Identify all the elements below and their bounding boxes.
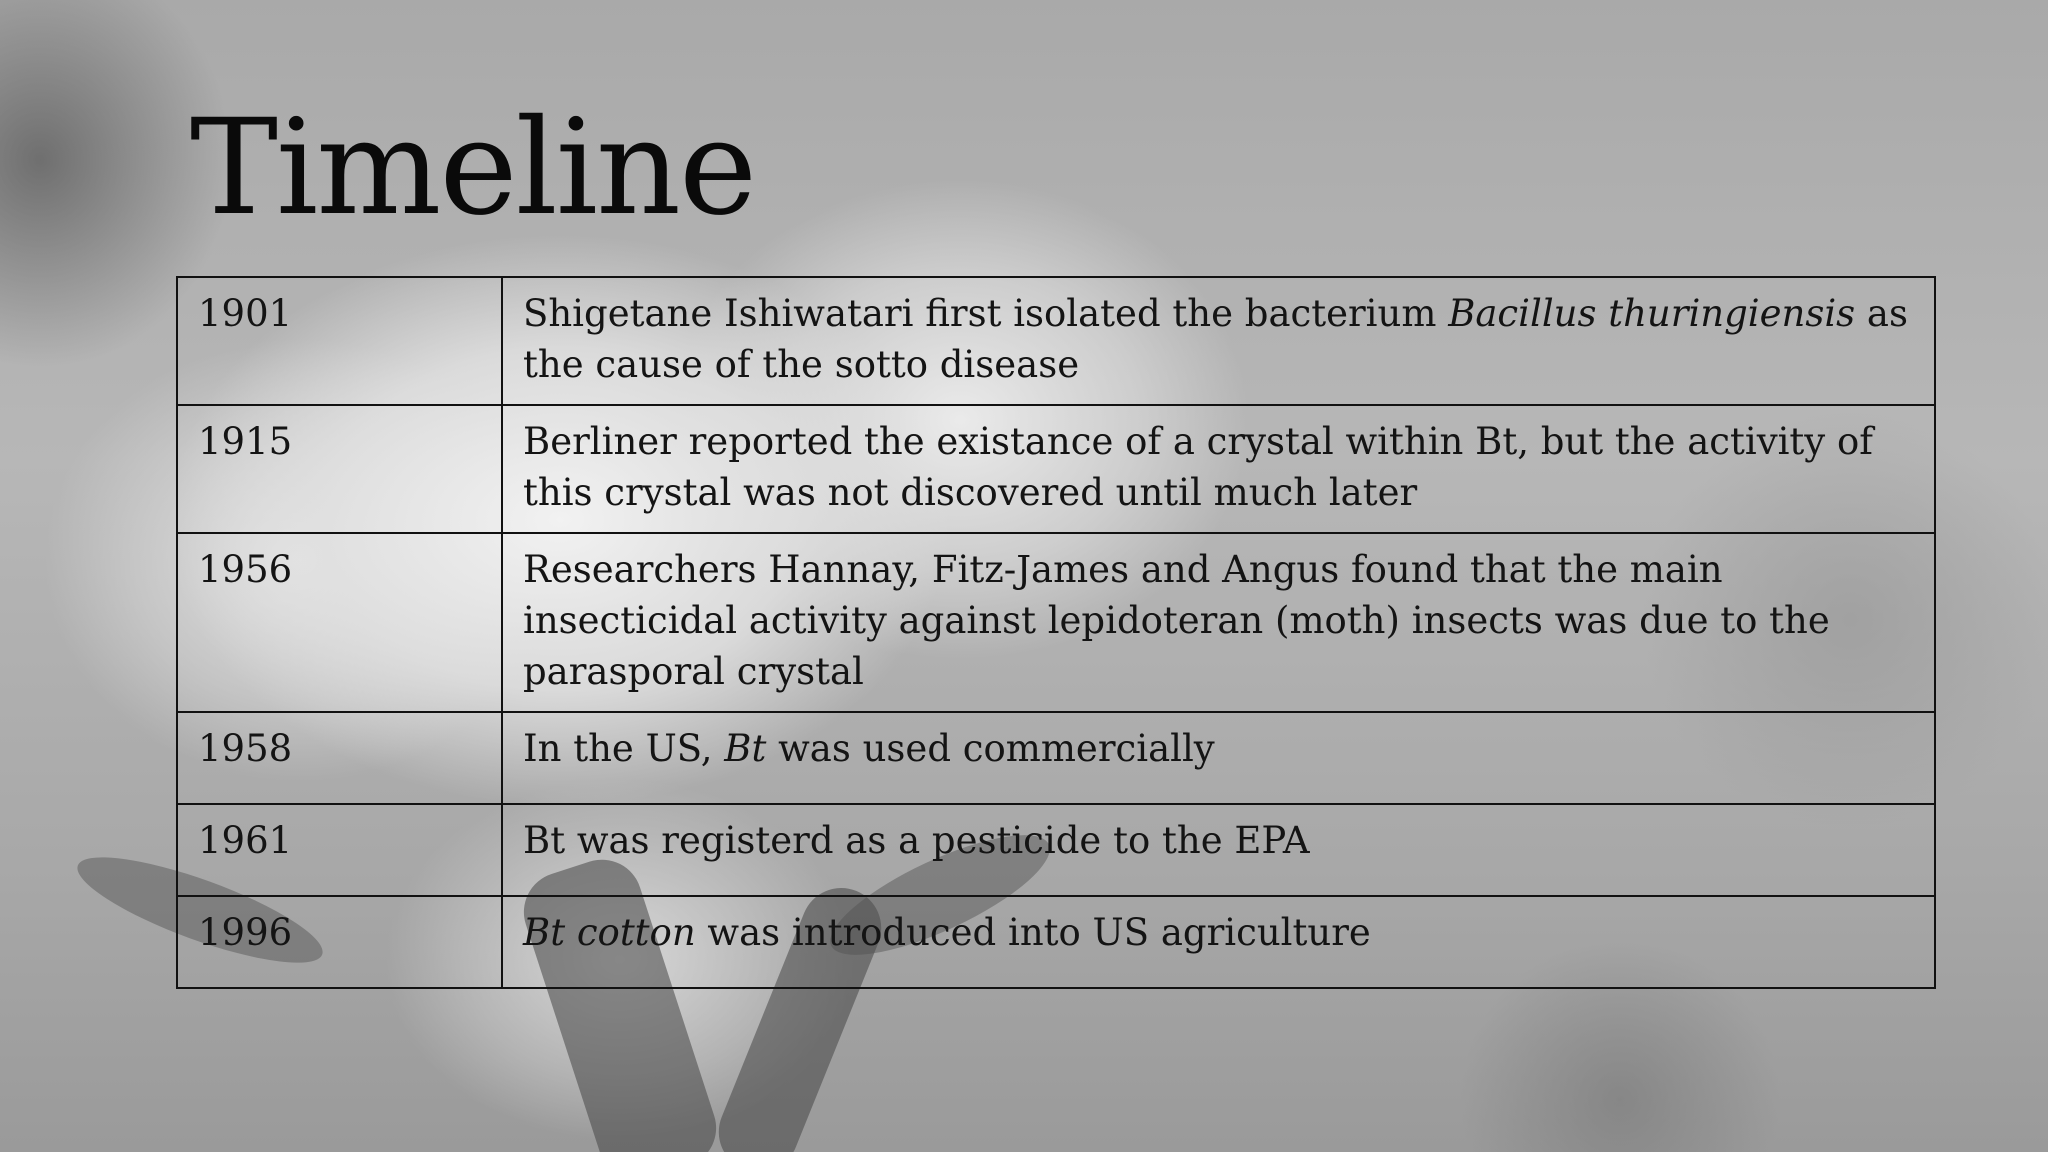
year-cell: 1961 (177, 804, 502, 896)
event-text: Shigetane Ishiwatari first isolated the bacterium (523, 292, 1449, 335)
table-row (177, 277, 1935, 405)
event-text-italic: Bt cotton (523, 911, 696, 954)
event-cell (502, 405, 1935, 533)
event-cell (502, 896, 1935, 988)
year-cell: 1915 (177, 405, 502, 533)
year-cell: 1958 (177, 712, 502, 804)
event-text-italic: Bt (724, 727, 767, 770)
event-cell (502, 533, 1935, 712)
event-text: was introduced into US agriculture (695, 911, 1371, 954)
table-row (177, 405, 1935, 533)
event-text: as the cause of the sotto disease (523, 292, 1908, 386)
slide-title: Timeline (190, 91, 756, 245)
year-cell: 1996 (177, 896, 502, 988)
table-row (177, 896, 1935, 988)
year-cell: 1956 (177, 533, 502, 712)
event-text: Berliner reported the existance of a crystal within Bt, but the activity of this crystal was not discovered until much later (523, 420, 1873, 514)
event-text-italic: Bacillus thuringiensis (1448, 292, 1856, 335)
table-row (177, 804, 1935, 896)
year-cell: 1901 (177, 277, 502, 405)
event-cell (502, 804, 1935, 896)
event-text: was used commercially (766, 727, 1215, 770)
table-row (177, 533, 1935, 712)
event-cell (502, 277, 1935, 405)
event-text: In the US, (523, 727, 725, 770)
table-row (177, 712, 1935, 804)
event-text: Researchers Hannay, Fitz-James and Angus found that the main insecticidal activity against lepidoteran (moth) insects was due to the parasporal crystal (523, 548, 1830, 693)
event-text: Bt was registerd as a pesticide to the EPA (523, 819, 1310, 862)
timeline-table (176, 276, 1936, 989)
event-cell (502, 712, 1935, 804)
